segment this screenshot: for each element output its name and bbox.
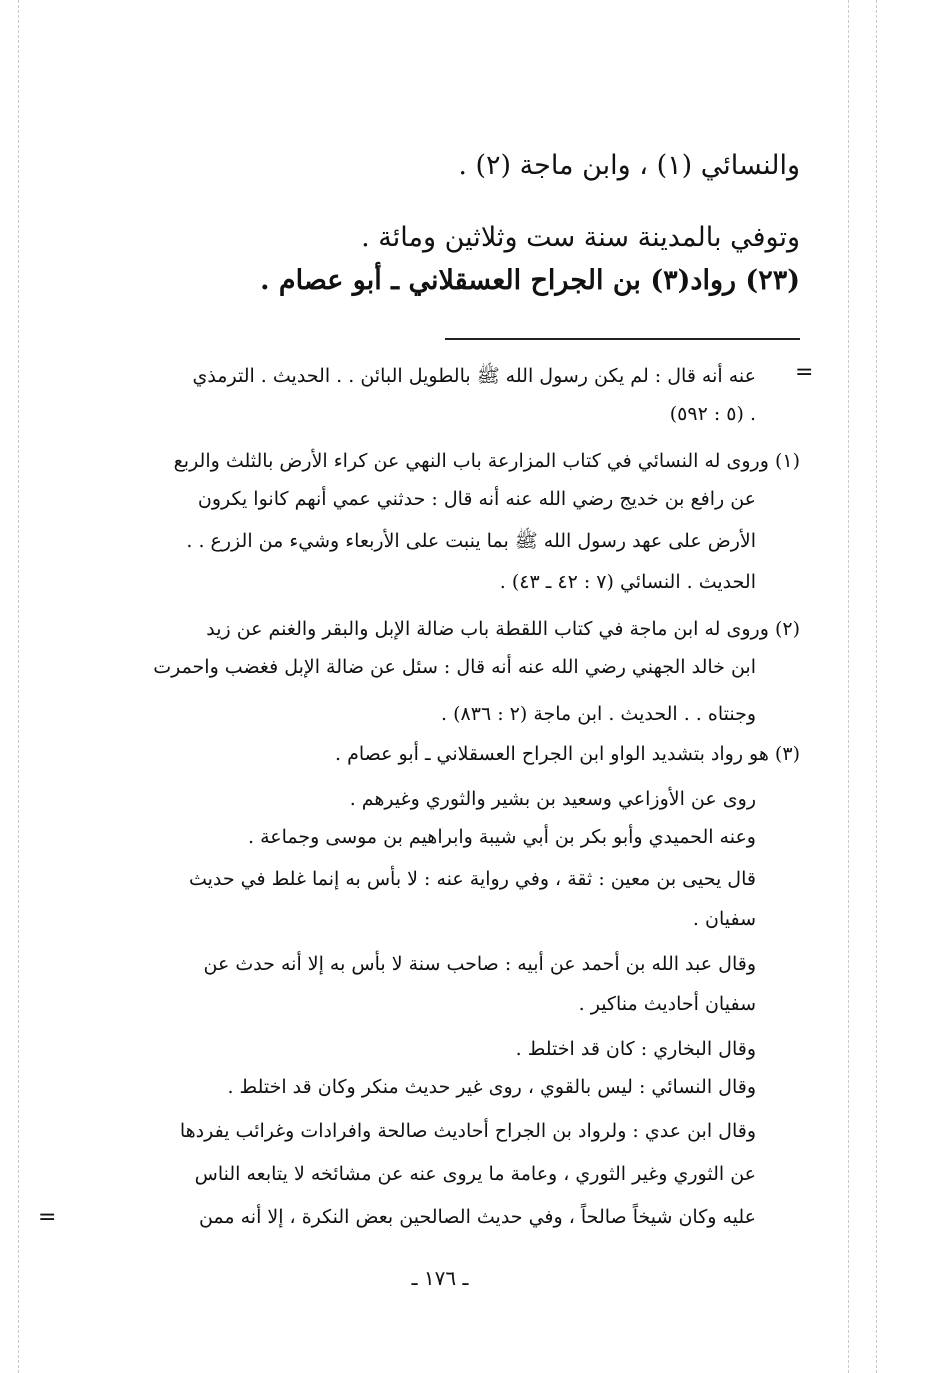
footnote-line: وقال عبد الله بن أحمد عن أبيه : صاحب سنة لا بأس به إلا أنه حدث عن — [203, 953, 756, 975]
footnote-line: (٣) هو رواد بتشديد الواو ابن الجراح العسقلاني ـ أبو عصام . — [335, 743, 800, 765]
footnote-line: وقال النسائي : ليس بالقوي ، روى غير حديث منكر وكان قد اختلط . — [227, 1076, 756, 1098]
main-text-line: وتوفي بالمدينة سنة ست وثلاثين ومائة . — [361, 222, 800, 253]
footnote-line: سفيان أحاديث مناكير . — [578, 993, 756, 1015]
footnote-line: (٢) وروى له ابن ماجة في كتاب اللقطة باب ضالة الإبل والبقر والغنم عن زيد — [206, 618, 800, 640]
entry-heading: (٢٣) رواد(٣) بن الجراح العسقلاني ـ أبو عصام . — [260, 265, 800, 296]
footnote-line: وعنه الحميدي وأبو بكر بن أبي شيبة وابراهيم بن موسى وجماعة . — [248, 826, 756, 848]
footnote-line: (١) وروى له النسائي في كتاب المزارعة باب النهي عن كراء الأرض بالثلث والربع — [173, 450, 800, 472]
footnote-line: وقال البخاري : كان قد اختلط . — [515, 1038, 756, 1060]
footnote-line: عن الثوري وغير الثوري ، وعامة ما يروى عنه عن مشائخه لا يتابعه الناس — [194, 1163, 756, 1185]
footnote-line: عليه وكان شيخاً صالحاً ، وفي حديث الصالحين بعض النكرة ، إلا أنه ممن — [198, 1206, 756, 1228]
book-page — [80, 0, 800, 1373]
footnote-line: ابن خالد الجهني رضي الله عنه أنه قال : سئل عن ضالة الإبل فغضب واحمرت — [153, 656, 756, 678]
footnote-line: الحديث . النسائي (٧ : ٤٢ ـ ٤٣) . — [499, 571, 756, 593]
footnote-line: قال يحيى بن معين : ثقة ، وفي رواية عنه : لا بأس به إنما غلط في حديث — [188, 868, 756, 890]
page-number: ـ ١٧٦ ـ — [411, 1266, 469, 1290]
footnote-line: روى عن الأوزاعي وسعيد بن بشير والثوري وغيرهم . — [349, 788, 756, 810]
footnote-line: وقال ابن عدي : ولرواد بن الجراح أحاديث صالحة وافرادات وغرائب يفردها — [179, 1120, 756, 1142]
footnote-line: الأرض على عهد رسول الله ﷺ بما ينبت على الأربعاء وشيء من الزرع . . — [186, 530, 756, 552]
main-text-line: والنسائي (١) ، وابن ماجة (٢) . — [458, 150, 800, 181]
footnote-line: . (٥ : ٥٩٢) — [669, 403, 756, 425]
footnote-line: عنه أنه قال : لم يكن رسول الله ﷺ بالطويل البائن . . الحديث . الترمذي — [192, 365, 756, 387]
continuation-marker-bottom: = — [38, 1205, 57, 1230]
footnote-line: سفيان . — [692, 908, 756, 930]
footnote-divider — [445, 338, 800, 340]
continuation-marker-top: = — [795, 360, 814, 385]
footnote-line: عن رافع بن خديج رضي الله عنه أنه قال : حدثني عمي أنهم كانوا يكرون — [197, 488, 756, 510]
footnote-line: وجنتاه . . الحديث . ابن ماجة (٢ : ٨٣٦) . — [441, 703, 756, 725]
